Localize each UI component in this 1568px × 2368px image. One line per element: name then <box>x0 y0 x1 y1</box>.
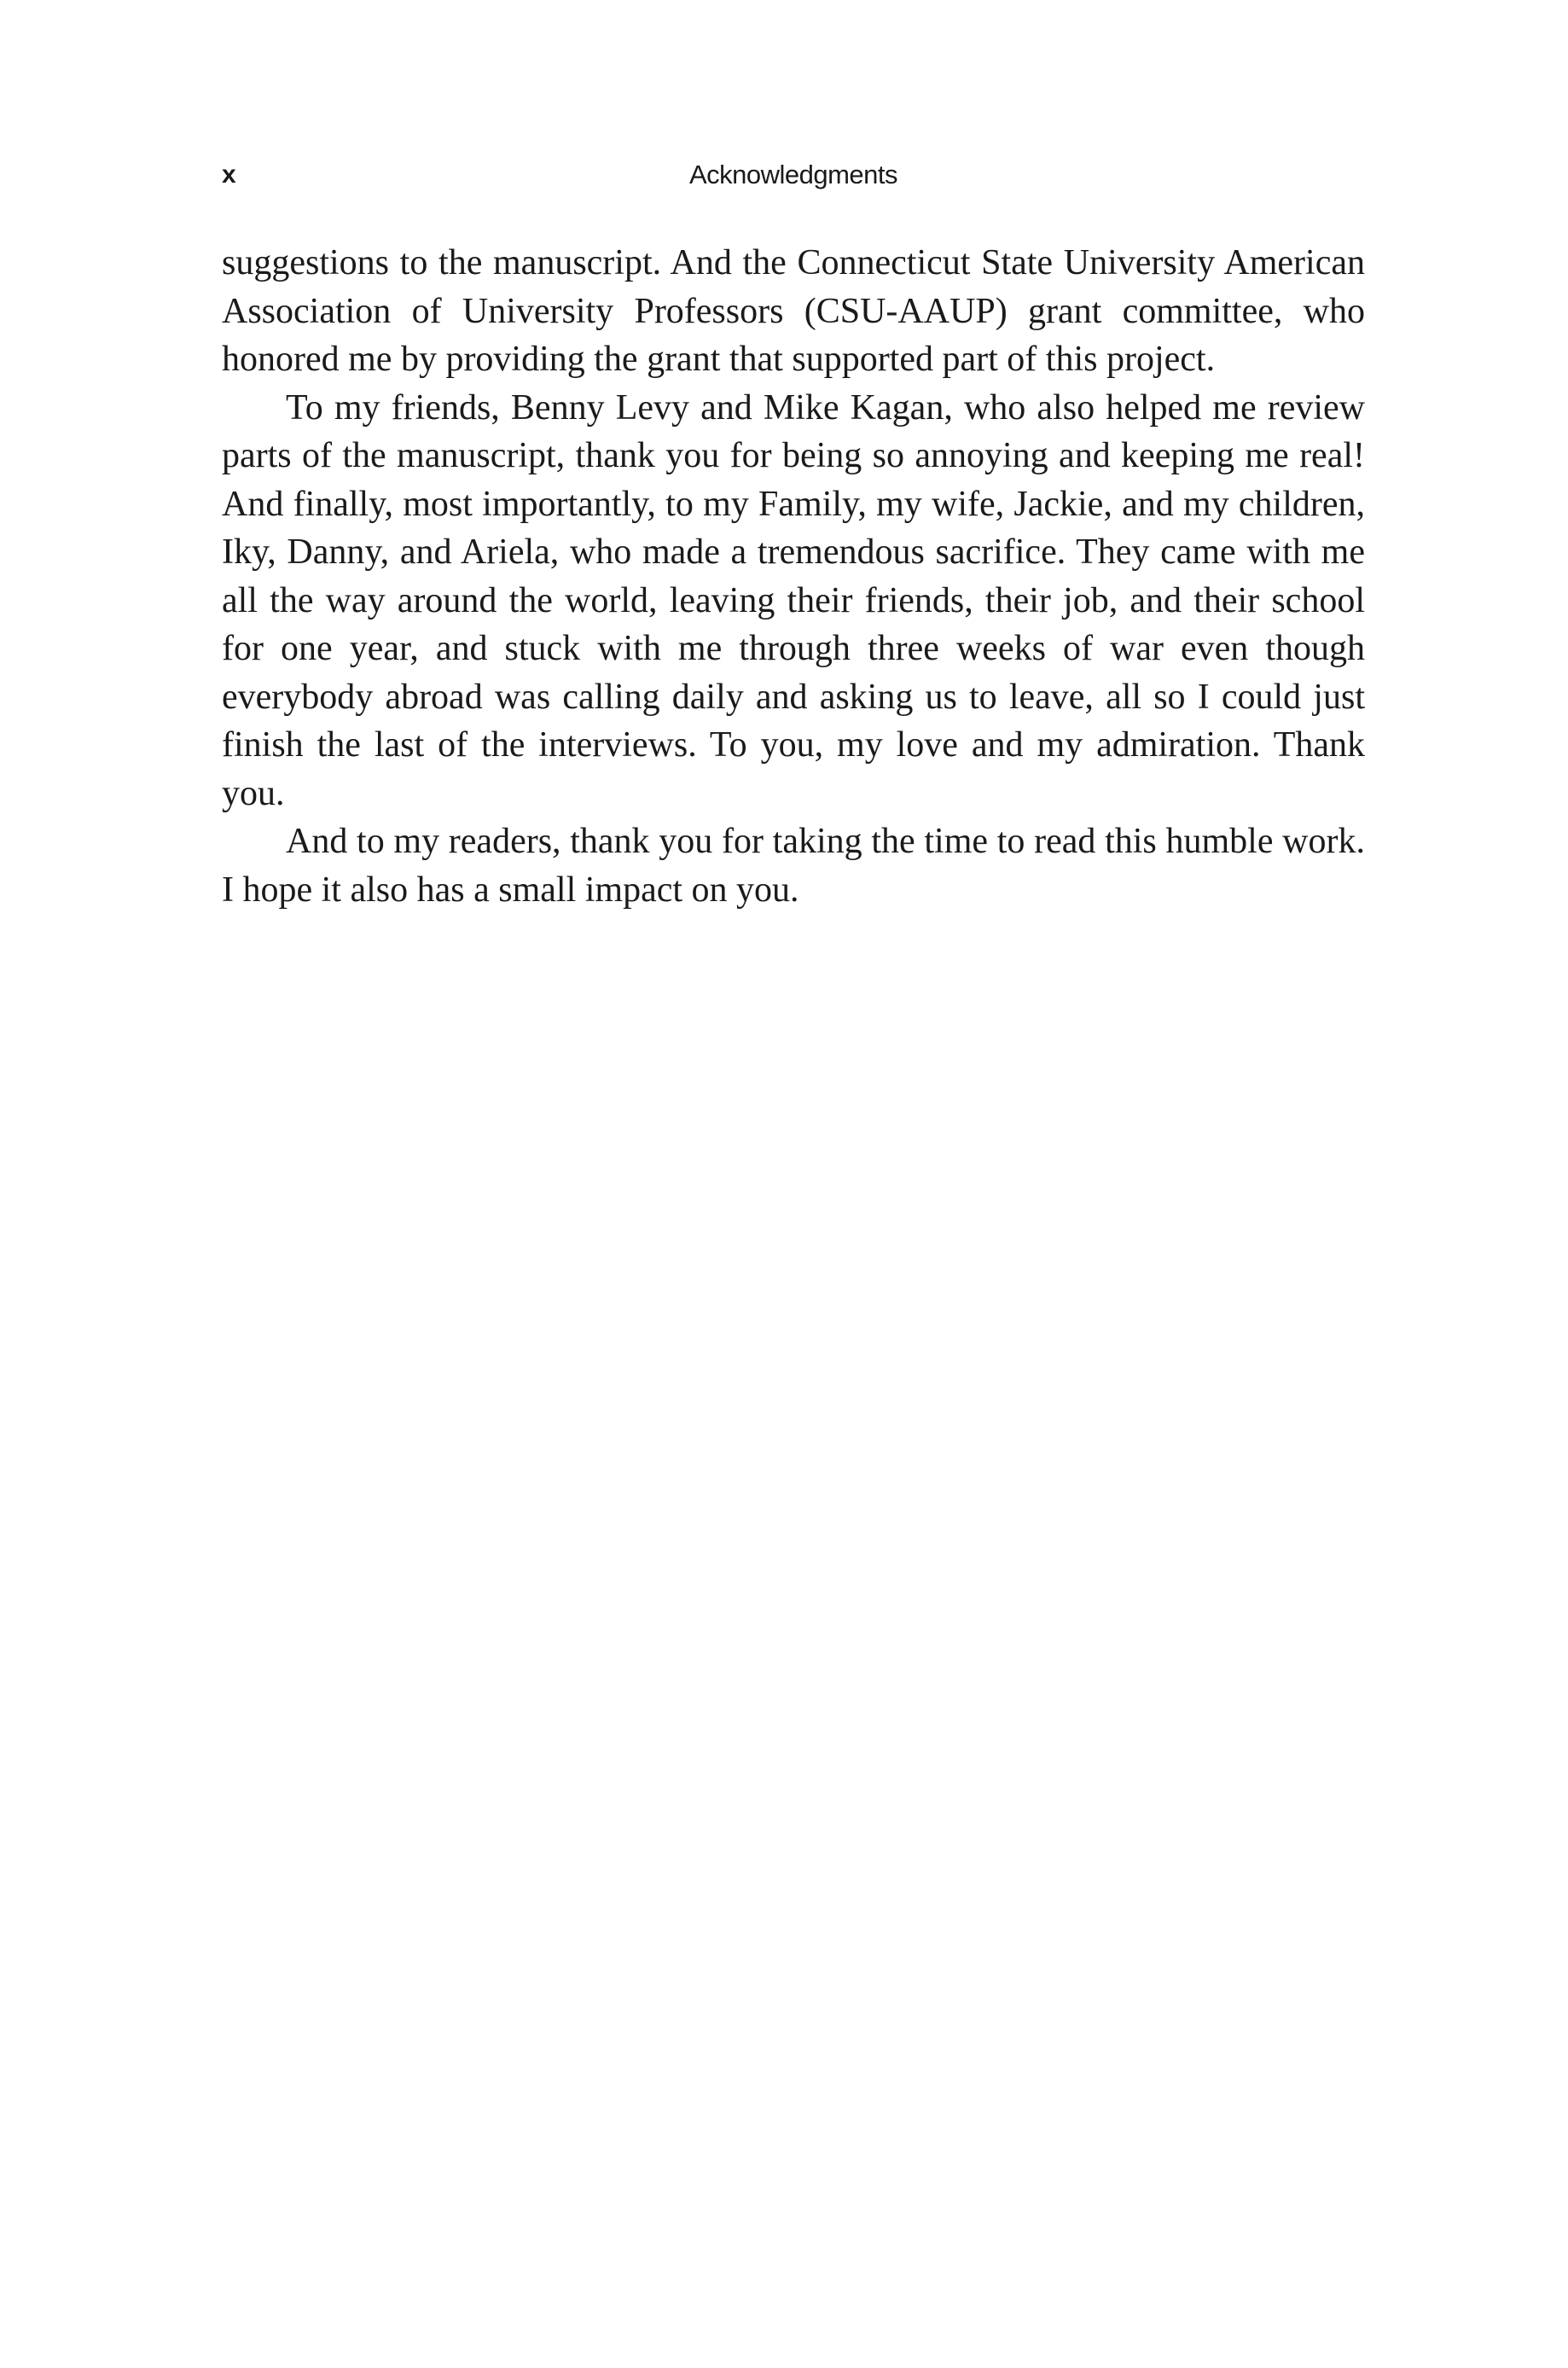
running-title: Acknowledgments <box>688 160 898 189</box>
paragraph-readers: And to my readers, thank you for taking the time to read this humble work. I hope it also has a small impact on you. <box>222 822 1365 910</box>
paragraph-friends-family: To my friends, Benny Levy and Mike Kagan, who also helped me review parts of the manuscript, thank you for being so annoying and keeping me real! And finally, most importantly, to my Family, my wife, Jackie, and my children, Iky, Danny, and Ariela, who made a tremendous sacrifice. They came with me all the way around the world, leaving their friends, their job, and their school for one year, and stuck with me through three weeks of war even though everybody abroad was calling daily and asking us to leave, all so I could just finish the last of the interviews. To you, my love and my admiration. Thank you. <box>222 387 1365 813</box>
running-head <box>222 154 1365 196</box>
body-text <box>222 239 1365 914</box>
page-number: x <box>222 160 236 189</box>
paragraph-continuation: suggestions to the manuscript. And the Connecticut State University American Association of University Professors (CSU-AAUP) grant committee, who honored me by providing the grant that supported part of this project. <box>222 243 1365 379</box>
